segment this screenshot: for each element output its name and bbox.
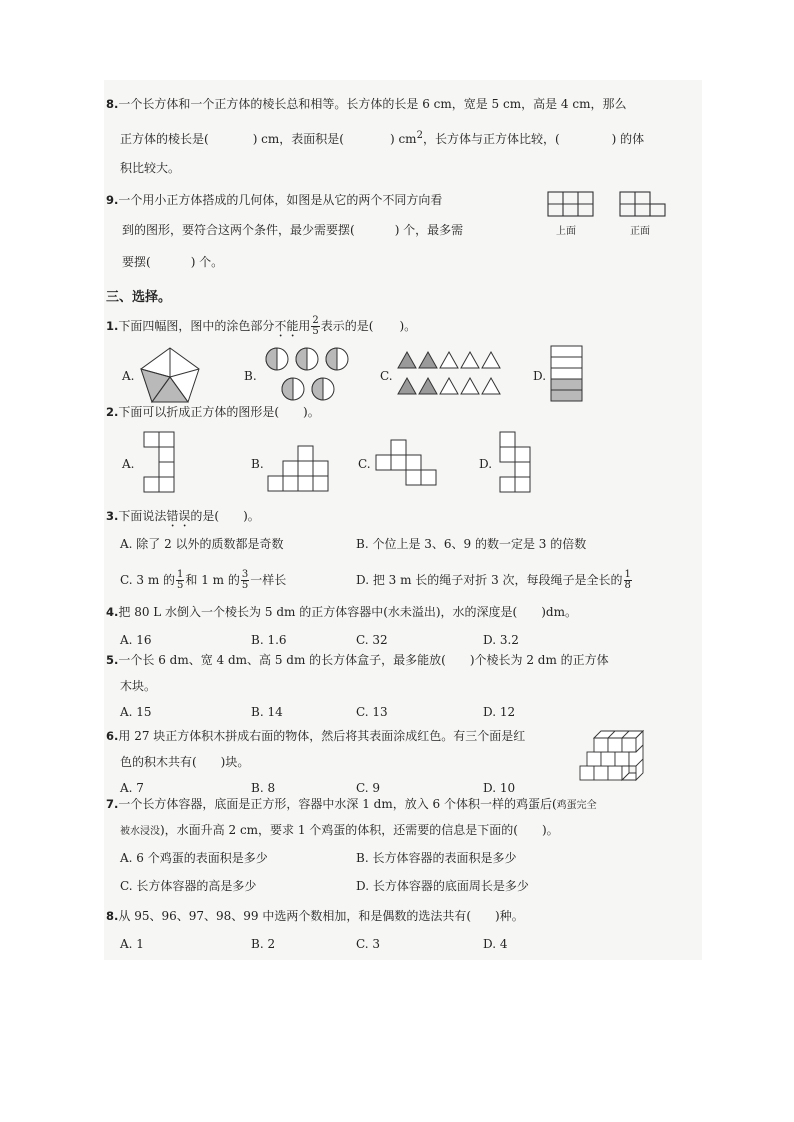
question-number: 1. (106, 319, 119, 333)
question-number: 8. (106, 909, 119, 923)
q6-option-d: D. 10 (483, 781, 516, 795)
q4-option-d: D. 3.2 (483, 633, 519, 647)
bar-figure (551, 346, 583, 402)
question-number: 4. (106, 605, 119, 619)
q7-option-b: B. 长方体容器的表面积是多少 (356, 851, 517, 865)
question-text: 一个长方体和一个正方体的棱长总和相等。长方体的长是 6 cm，宽是 5 cm，高是 4 cm，那么 (118, 97, 627, 111)
q5-option-b: B. 14 (251, 705, 283, 719)
q1-option-b-label: B. (244, 369, 257, 383)
fill-q8-line3: 积比较大。 (120, 161, 181, 175)
question-number: 2. (106, 405, 119, 419)
q3-option-b: B. 个位上是 3、6、9 的数一定是 3 的倍数 (356, 537, 587, 551)
q8-option-a: A. 1 (120, 937, 144, 951)
q6-option-b: B. 8 (251, 781, 276, 795)
q6-option-a: A. 7 (120, 781, 144, 795)
q3-option-a: A. 除了 2 以外的质数都是奇数 (120, 537, 284, 551)
net-b-figure (268, 446, 332, 492)
q7-option-d: D. 长方体容器的底面周长是多少 (356, 879, 529, 893)
cube-stack-figure (580, 728, 650, 786)
q4-option-a: A. 16 (120, 633, 152, 647)
section-title: 三、选择。 (106, 290, 172, 305)
choice-q3-stem: 3.下面说法错误的是( )。 (106, 509, 260, 523)
question-number: 6. (106, 729, 119, 743)
q5-option-c: C. 13 (356, 705, 388, 719)
fill-q8-line1 (106, 96, 626, 112)
q4-option-c: C. 32 (356, 633, 388, 647)
q2-option-c-label: C. (358, 457, 371, 471)
q1-option-a-label: A. (122, 369, 135, 383)
fill-q8-line2: 正方体的棱长是( ) cm，表面积是( ) $cm^2$，长方体与正方体比较，( ) 的体 (120, 130, 645, 146)
q1-option-c-label: C. (380, 369, 393, 383)
front-view-label: 正面 (630, 226, 650, 237)
q5-option-d: D. 12 (483, 705, 516, 719)
fraction: $\frac{2}{5}$ (312, 315, 319, 337)
question-number: 5. (106, 653, 119, 667)
fraction: $\frac{1}{5}$ (177, 569, 184, 591)
choice-q8-stem: 8.从 95、96、97、98、99 中选两个数相加，和是偶数的选法共有( )种。 (106, 909, 524, 923)
choice-q6-line1: 6.用 27 块正方体积木拼成右面的物体，然后将其表面涂成红色。有三个面是红 (106, 729, 526, 743)
fraction: $\frac{3}{5}$ (241, 569, 249, 591)
q2-option-a-label: A. (122, 457, 135, 471)
q8-option-d: D. 4 (483, 937, 508, 951)
choice-q7-line1: 7.一个长方体容器，底面是正方形，容器中水深 1 dm，放入 6 个体积一样的鸡蛋后(鸡蛋完全 (106, 797, 597, 811)
net-d-figure (500, 432, 532, 494)
choice-q4-stem: 4.把 80 L 水倒入一个棱长为 5 dm 的正方体容器中(水未溢出)，水的深度是( )dm。 (106, 605, 577, 619)
choice-q1-stem: 1.下面四幅图，图中的涂色部分不能用 $\frac{2}{5}$ 表示的是( )。 (106, 315, 417, 337)
net-a-figure (144, 432, 180, 492)
question-number: 7. (106, 797, 119, 811)
fraction: $\frac{1}{8}$ (624, 569, 631, 591)
triangles-figure (398, 352, 510, 400)
choice-q2-stem: 2.下面可以折成正方体的图形是( )。 (106, 405, 320, 419)
front-view-figure (620, 192, 670, 220)
q5-option-a: A. 15 (120, 705, 152, 719)
q3-option-d: D. 把 3 m 长的绳子对折 3 次，每段绳子是全长的 $\frac{1}{8}$ (356, 569, 631, 591)
fill-q9-line3: 要摆( ) 个。 (122, 255, 224, 269)
fill-q9-line2: 到的图形，要符合这两个条件，最少需要摆( ) 个，最多需 (122, 223, 464, 237)
choice-q6-line2: 色的积木共有( )块。 (120, 755, 250, 769)
q7-option-a: A. 6 个鸡蛋的表面积是多少 (120, 851, 268, 865)
q8-option-c: C. 3 (356, 937, 381, 951)
question-number: 9. (106, 193, 119, 207)
q8-option-b: B. 2 (251, 937, 276, 951)
q2-option-b-label: B. (251, 457, 264, 471)
q3-option-c: C. 3 m 的 $\frac{1}{5}$ 和 1 m 的 $\frac{3}{5}$ 一样长 (120, 569, 287, 591)
fill-q9-line1: 9.一个用小正方体搭成的几何体，如图是从它的两个不同方向看 (106, 193, 443, 207)
q4-option-b: B. 1.6 (251, 633, 287, 647)
choice-q7-line2: 被水浸没)，水面升高 2 cm，要求 1 个鸡蛋的体积，还需要的信息是下面的( )。 (120, 823, 559, 837)
q6-option-c: C. 9 (356, 781, 381, 795)
question-number: 8. (106, 97, 119, 111)
top-view-figure (548, 192, 598, 220)
question-number: 3. (106, 509, 119, 523)
circles-figure (265, 347, 351, 403)
q2-option-d-label: D. (479, 457, 493, 471)
q7-option-c: C. 长方体容器的高是多少 (120, 879, 257, 893)
choice-q5-line2: 木块。 (120, 679, 157, 693)
q1-option-d-label: D. (533, 369, 547, 383)
net-c-figure (376, 440, 442, 488)
choice-q5-line1: 5.一个长 6 dm、宽 4 dm、高 5 dm 的长方体盒子，最多能放( )个棱长为 2 dm 的正方体 (106, 653, 609, 667)
top-view-label: 上面 (556, 226, 576, 237)
pentagon-figure (139, 346, 201, 404)
